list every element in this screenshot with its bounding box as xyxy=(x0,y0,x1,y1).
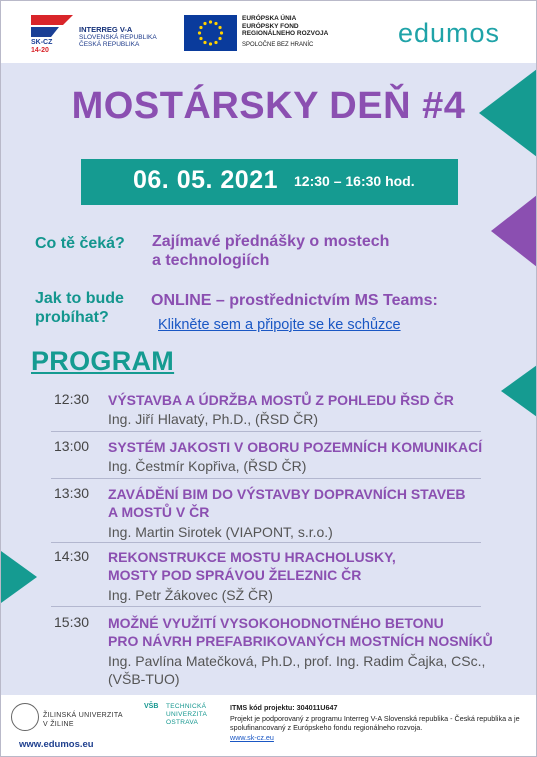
interreg-text: INTERREG V-A SLOVENSKÁ REPUBLIKA ČESKÁ REPUBLIKA xyxy=(79,25,157,48)
program-time: 15:30 xyxy=(54,614,90,630)
program-heading: PROGRAM xyxy=(31,346,175,376)
eu-flag-icon xyxy=(184,15,237,51)
program-speaker: Ing. Čestmír Kopřiva, (ŘSD ČR) xyxy=(108,458,307,474)
interreg-logo xyxy=(29,11,179,55)
zilina-university-logo: ŽILINSKÁ UNIVERZITA V ŽILINE xyxy=(11,703,141,733)
question-how: Jak to bude probíhat? xyxy=(35,290,124,326)
teal-triangle-left-icon xyxy=(1,551,37,603)
eu-star-icon xyxy=(209,42,212,45)
eu-star-icon xyxy=(218,26,221,29)
program-speaker: Ing. Jiří Hlavatý, Ph.D., (ŘSD ČR) xyxy=(108,411,319,427)
program-title: MOŽNÉ VYUŽITÍ VYSOKOHODNOTNÉHO BETONU PRO NÁVRH PREFABRIKOVANÝCH MOSTNÍCH NOSNÍKŮ xyxy=(108,615,493,649)
itms-code: ITMS kód projektu: 304011U647 xyxy=(230,703,338,712)
website-url: www.edumos.eu xyxy=(19,739,94,750)
interreg-badge: SK-CZ 14-20 xyxy=(31,39,53,54)
event-time: 12:30 – 16:30 hod. xyxy=(294,173,415,189)
university-seal-icon xyxy=(11,703,39,731)
program-title: ZAVÁDĚNÍ BIM DO VÝSTAVBY DOPRAVNÍCH STAVEB A MOSTŮ V ČR xyxy=(108,486,466,520)
event-title: MOSTÁRSKY DEŇ #4 xyxy=(71,85,466,127)
eu-star-icon xyxy=(220,31,223,34)
divider xyxy=(51,542,481,543)
divider xyxy=(51,478,481,479)
eu-star-icon xyxy=(203,41,206,44)
divider xyxy=(51,431,481,432)
program-title: REKONSTRUKCE MOSTU HRACHOLUSKY, MOSTY POD SPRÁVOU ŽELEZNIC ČR xyxy=(108,549,396,583)
footer xyxy=(1,695,536,756)
question-what: Co tě čeká? xyxy=(35,235,125,252)
eu-star-icon xyxy=(214,22,217,25)
teams-meeting-link[interactable]: Klikněte sem a připojte se ke schůzce xyxy=(158,317,401,333)
eu-star-icon xyxy=(203,22,206,25)
answer-how: ONLINE – prostřednictvím MS Teams: xyxy=(151,292,438,309)
edumos-logo: edumos xyxy=(398,18,501,48)
project-link[interactable]: www.sk-cz.eu xyxy=(230,732,274,742)
program-title: VÝSTAVBA A ÚDRŽBA MOSTŮ Z POHLEDU ŘSD ČR xyxy=(108,392,454,408)
program-speaker: Ing. Petr Žákovec (SŽ ČR) xyxy=(108,587,273,603)
header xyxy=(1,1,536,63)
project-text: Projekt je podporovaný z programu Interreg V-A Slovenská republika - Česká republika a je spolufinancovaný z Európskeho fondu regionálneho rozvoja. www.sk-cz.eu xyxy=(230,714,520,742)
vsb-logo: VŠB TECHNICKÁ UNIVERZITA OSTRAVA xyxy=(144,703,208,726)
program-time: 13:00 xyxy=(54,438,90,454)
program-time: 13:30 xyxy=(54,485,90,501)
program-title: SYSTÉM JAKOSTI V OBORU POZEMNÍCH KOMUNIKACÍ xyxy=(108,439,483,455)
eu-star-icon xyxy=(199,37,202,40)
answer-what: Zajímavé přednášky o mostech a technologiích xyxy=(152,233,390,269)
program-speaker: Ing. Martin Sirotek (VIAPONT, s.r.o.) xyxy=(108,524,333,540)
eu-text: EURÓPSKA ÚNIA EURÓPSKY FOND REGIONÁLNEHO ROZVOJA SPOLOČNE BEZ HRANÍC xyxy=(242,15,329,48)
eu-star-icon xyxy=(214,41,217,44)
eu-star-icon xyxy=(209,20,212,23)
eu-star-icon xyxy=(199,26,202,29)
date-bar xyxy=(81,159,458,205)
eu-star-icon xyxy=(218,37,221,40)
eu-star-icon xyxy=(198,31,201,34)
program-speaker: Ing. Pavlína Matečková, Ph.D., prof. Ing. Radim Čajka, CSc., (VŠB-TUO) xyxy=(108,653,486,687)
purple-triangle-icon xyxy=(491,195,536,267)
main-content xyxy=(1,63,536,695)
program-time: 14:30 xyxy=(54,548,90,564)
program-time: 12:30 xyxy=(54,391,90,407)
event-date: 06. 05. 2021 xyxy=(133,166,279,194)
divider xyxy=(51,606,481,607)
eu-logo xyxy=(184,15,334,55)
